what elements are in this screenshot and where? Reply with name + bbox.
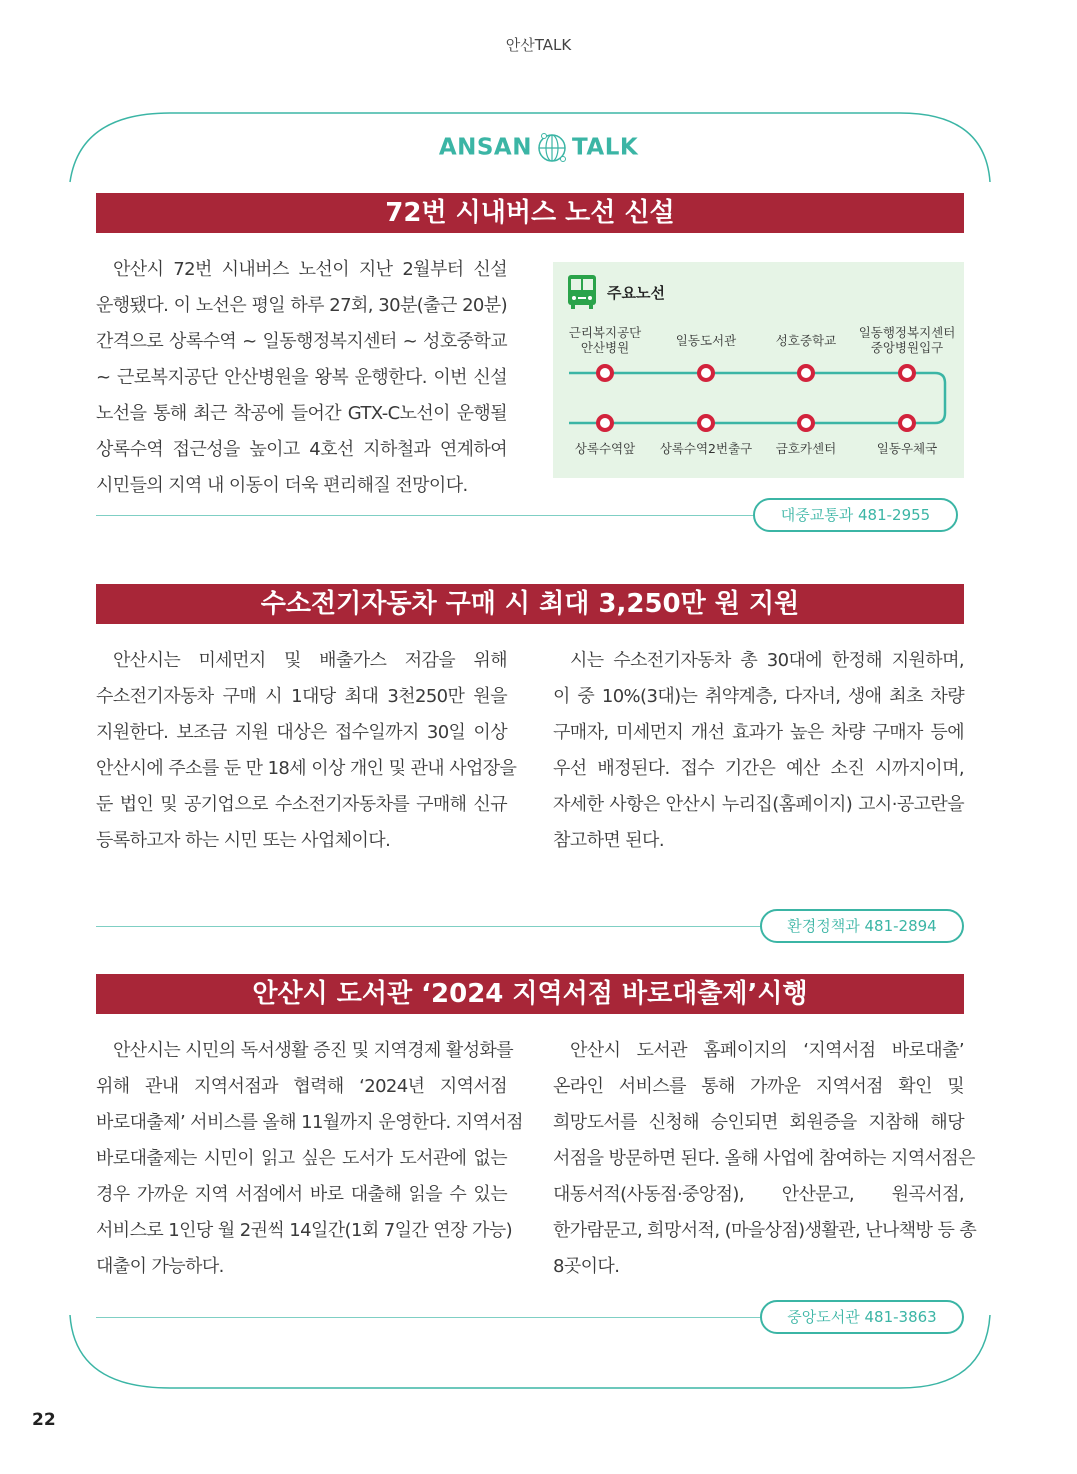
station-label: 성호중학교 <box>775 333 837 348</box>
text-line: 바로대출제’ 서비스를 올해 11월까지 운영한다. 지역서점 <box>96 1112 523 1133</box>
text-line: 노선을 통해 최근 착공에 들어간 GTX-C노선이 운행될 <box>96 403 507 424</box>
text-line: 안산시는 미세먼지 및 배출가스 저감을 위해 <box>113 650 507 671</box>
text-line: 구매자, 미세먼지 개선 효과가 높은 차량 구매자 등에 <box>553 722 964 743</box>
station-marker <box>598 366 612 380</box>
station-marker <box>900 416 914 430</box>
text-line: 시는 수소전기자동차 총 30대에 한정해 지원하며, <box>570 650 964 671</box>
page-number: 22 <box>32 1410 56 1430</box>
station-label: 상록수역앞 <box>574 441 636 456</box>
station-marker <box>799 416 813 430</box>
section-title-hydrogen: 수소전기자동차 구매 시 최대 3,250만 원 지원 <box>96 584 964 624</box>
text-line: 대출이 가능하다. <box>96 1256 224 1277</box>
map-title: 주요노선 <box>607 284 665 302</box>
text-line: 위해 관내 지역서점과 협력해 ‘2024년 지역서점 <box>96 1076 507 1097</box>
text-line: 우선 배정된다. 접수 기간은 예산 소진 시까지이며, <box>553 758 964 779</box>
text-line: 대동서적(사동점·중앙점), 안산문고, 원곡서점, <box>553 1184 964 1205</box>
hydrogen-article-right <box>553 643 964 859</box>
station-label: 일동도서관 <box>675 333 737 348</box>
text-line: 간격으로 상록수역 ~ 일동행정복지센터 ~ 성호중학교 <box>96 331 507 352</box>
hydrogen-article-left <box>96 643 517 859</box>
station-marker <box>699 416 713 430</box>
text-line: 경우 가까운 지역 서점에서 바로 대출해 읽을 수 있는 <box>96 1184 507 1205</box>
text-line: 안산시에 주소를 둔 만 18세 이상 개인 및 관내 사업장을 <box>96 758 517 779</box>
station-marker <box>598 416 612 430</box>
ansan-talk-logo <box>0 132 1077 164</box>
text-line: 상록수역 접근성을 높이고 4호선 지하철과 연계하여 <box>96 439 507 460</box>
text-line: 바로대출제는 시민이 읽고 싶은 도서가 도서관에 없는 <box>96 1148 507 1169</box>
text-line: 서비스로 1인당 월 2권씩 14일간(1회 7일간 연장 가능) <box>96 1220 512 1241</box>
station-label: 근리복지공단 안산병원 <box>568 325 642 355</box>
divider <box>96 926 764 927</box>
station-label: 금호카센터 <box>775 441 837 456</box>
library-article-left <box>96 1033 523 1285</box>
text-line: 등록하고자 하는 시민 또는 사업체이다. <box>96 830 391 851</box>
logo-left-text: ANSAN <box>438 134 532 161</box>
logo-right-text: TALK <box>571 134 639 161</box>
text-line: 이 중 10%(3대)는 취약계층, 다자녀, 생애 최초 차량 <box>553 686 964 707</box>
text-line: 안산시 도서관 홈페이지의 ‘지역서점 바로대출’ <box>570 1040 964 1061</box>
text-line: 참고하면 된다. <box>553 830 664 851</box>
route-map <box>553 262 964 478</box>
station-marker <box>699 366 713 380</box>
text-line: 둔 법인 및 공기업으로 수소전기자동차를 구매해 신규 <box>96 794 507 815</box>
station-label: 상록수역2번출구 <box>659 441 753 456</box>
divider <box>96 515 756 516</box>
text-line: 안산시는 시민의 독서생활 증진 및 지역경제 활성화를 <box>113 1040 514 1061</box>
text-line: 8곳이다. <box>553 1256 620 1277</box>
contact-badge: 대중교통과 481-2955 <box>753 498 958 532</box>
running-header: 안산TALK <box>505 36 572 54</box>
globe-icon <box>536 132 568 164</box>
text-line: 서점을 방문하면 된다. 올해 사업에 참여하는 지역서점은 <box>553 1148 975 1169</box>
text-line: 온라인 서비스를 통해 가까운 지역서점 확인 및 <box>553 1076 964 1097</box>
text-line: 지원한다. 보조금 지원 대상은 접수일까지 30일 이상 <box>96 722 507 743</box>
text-line: 운행됐다. 이 노선은 평일 하루 27회, 30분(출근 20분) <box>96 295 507 316</box>
text-line: 희망도서를 신청해 승인되면 회원증을 지참해 해당 <box>553 1112 964 1133</box>
contact-badge: 중앙도서관 481-3863 <box>760 1300 964 1334</box>
text-line: 자세한 사항은 안산시 누리집(홈페이지) 고시·공고란을 <box>553 794 964 815</box>
text-line: 한가람문고, 희망서적, (마을상점)생활관, 난나책방 등 총 <box>553 1220 977 1241</box>
text-line: 시민들의 지역 내 이동이 더욱 편리해질 전망이다. <box>96 475 468 496</box>
text-line: 수소전기자동차 구매 시 1대당 최대 3천250만 원을 <box>96 686 507 707</box>
station-marker <box>900 366 914 380</box>
station-label: 일동우체국 <box>876 441 938 456</box>
text-line: ~ 근로복지공단 안산병원을 왕복 운행한다. 이번 신설 <box>96 367 507 388</box>
section-title-library: 안산시 도서관 ‘2024 지역서점 바로대출제’시행 <box>96 974 964 1014</box>
station-marker <box>799 366 813 380</box>
library-article-right <box>553 1033 977 1285</box>
bus-article-left <box>96 252 507 504</box>
text-line: 안산시 72번 시내버스 노선이 지난 2월부터 신설 <box>113 259 507 280</box>
divider <box>96 1317 764 1318</box>
contact-badge: 환경정책과 481-2894 <box>760 909 964 943</box>
station-label: 일동행정복지센터 중앙병원입구 <box>858 325 956 355</box>
section-title-bus: 72번 시내버스 노선 신설 <box>96 193 964 233</box>
